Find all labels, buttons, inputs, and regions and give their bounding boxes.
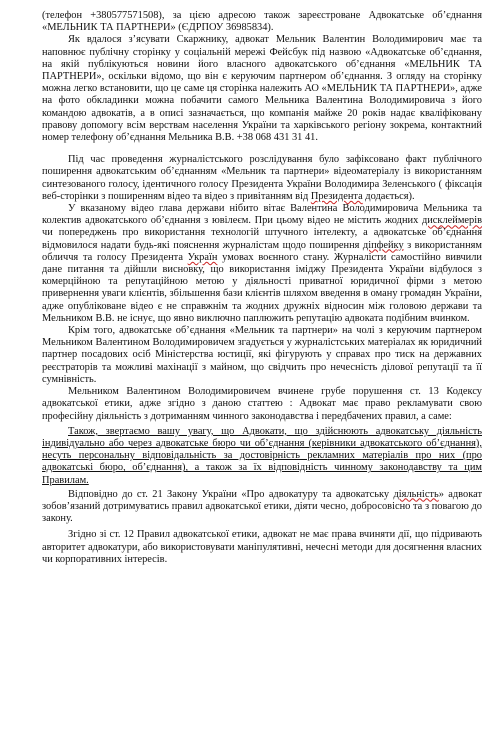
article-21-text-b: » адвокат зобов’язаний дотримуватись правил адвокатської етики, діяти чесно, добросовісно та з повагою до закону. [42, 488, 482, 525]
investigation-text: Під час проведення журналістського розслідування було зафіксовано факт публічного поширення адвокатським об’єднанням «Мельник та партнери» відеоматеріалу із використанням синтезованого голосу, ідентичного голосу Президента України Володимира Зеленського ( фіксація веб-сторінки з поширенням відео та відео з привітанням від [42, 154, 482, 202]
spell-flag-deepfake: діпфейку [362, 239, 404, 251]
paragraph-intro: (телефон +380577571508), за цією адресою також зареєстроване Адвокатське об’єднання «МЕЛЬНИК ТА ПАРТНЕРИ» (ЄДРПОУ 36985834). [42, 10, 482, 34]
quoted-rule: Також, звертаємо вашу увагу, що Адвокати, що здійснюють адвокатську діяльність індивідуально або через адвокатське бюро чи об’єднання (керівники адвокатського об’єднання), несуть персональну відповідальність за достовірність рекламних матеріалів про них (про адвокатські бюро, об’єднання), а також за їх відповідність чинному законодавству та цим Правилам. [42, 425, 482, 486]
video-text-d: умовах воєнного стану. Журналісти самостійно вивчили дане питання та дійшли висновку, що використання іміджу Президента України відбулося з комерційною та репутаційною метою у діяльності приватної юридичної фірми з метою привернення уваги клієнтів, збільшення бази клієнтів шляхом введення в оману громадян України, адже опубліковане відео є не справжнім та жодних дружніх відносин між головою держави та Мельником В.В. не існує, що явно виключно паплюжить репутацію адвоката подібним вчинком. [42, 251, 482, 324]
paragraph-gap [42, 144, 482, 154]
paragraph-facebook-page: Як вдалося з’ясувати Скаржнику, адвокат Мельник Валентин Володимирович має та наповнює публічну сторінку у соціальній мережі Фейсбук під назвою «Адвокатське об’єднання, на якій публікуються новини його власного адвокатського об’єднання «МЕЛЬНИК ТА ПАРТНЕРИ», оскільки відомо, що він є керуючим партнером об’єднання. З огляду на сторінку можна легко встановити, що це саме ця сторінка належить АО «МЕЛЬНИК ТА ПАРТНЕРИ», адже на фото обкладинки можна побачити самого Мельника Валентина Володимировича з його командою адвокатів, а в описі зазначається, що компанія майже 20 років надає кваліфіковану правову допомогу всім верствам населення України та харківського регіону зокрема, контактний номер телефону об’єднання Мельника В.В. +38 068 431 31 41. [42, 34, 482, 144]
spell-flag-word: Президента [310, 190, 363, 202]
paragraph-ministry: Крім того, адвокатське об’єднання «Мельник та партнери» на чолі з керуючим партнером Мельником Валентином Володимировичем згадується у журналістських матеріалах як юридичний партнер посадових осіб Міністерства юстиції, які фігурують у справах про тиск на державних реєстраторів та можливі махінації з майном, що свідчить про нечесність ділової репутації та її сумнівність. [42, 325, 482, 385]
paragraph-article-21 [42, 489, 482, 526]
document-page [42, 10, 482, 566]
video-text-c: з використанням обличчя та голосу Президента [42, 239, 482, 263]
paragraph-investigation [42, 154, 482, 203]
video-text-b: чи попереджень про використання технологій штучного інтелекту, а адвокатське об’єднання відмовилося надати будь-які пояснення журналістам щодо поширення [42, 227, 482, 251]
investigation-tail: додається). [362, 190, 415, 202]
paragraph-article-12: Згідно зі ст. 12 Правил адвокатської етики, адвокат не має права вчиняти дії, що підривають авторитет адвокатури, або використовувати маніпулятивні, нечесні методи для досягнення власних чи корпоративних інтересів. [42, 529, 482, 565]
paragraph-video-description [42, 203, 482, 325]
video-text-a: У вказаному відео глава держави нібито вітає Валентина Володимировича Мельника та колектив адвокатського об’єднання з ювілеєм. При цьому відео не містить жодних [42, 203, 482, 227]
spell-flag-activity: діяльність [393, 488, 439, 500]
spell-flag-ukraine: Україн [187, 251, 218, 263]
paragraph-violation: Мельником Валентином Володимировичем вчинене грубе порушення ст. 13 Кодексу адвокатської етики, адже згідно з даною статтею : Адвокат має право рекламувати свою професійну діяльність з дотриманням чинного законодавства і передбачених правил, а саме: [42, 386, 482, 422]
article-21-text-a: Відповідно до ст. 21 Закону України «Про адвокатуру та адвокатську [68, 488, 394, 500]
spell-flag-disclaimers: дисклеймерів [421, 215, 482, 227]
